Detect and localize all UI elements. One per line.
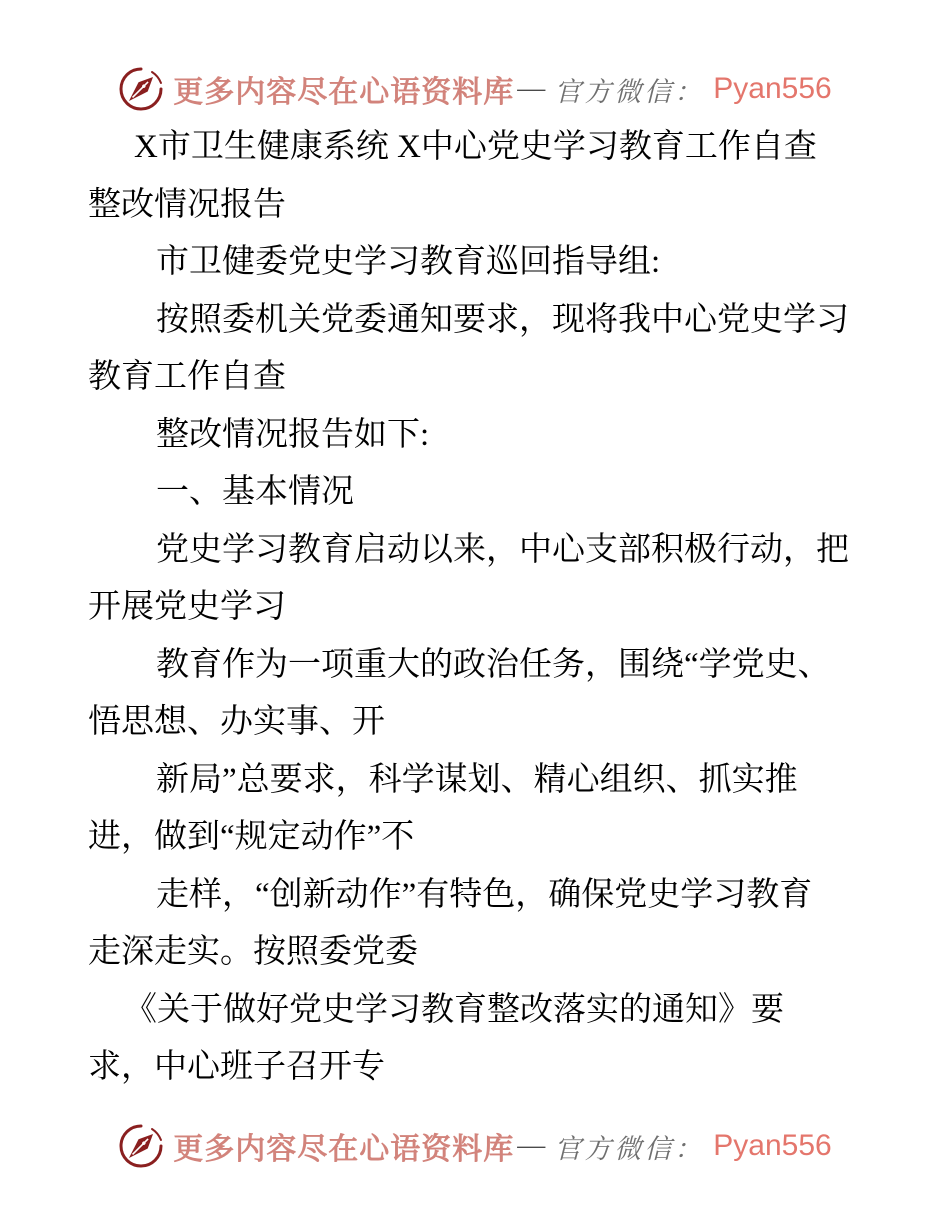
text-line: 新局”总要求，科学谋划、精心组织、抓实推: [156, 761, 798, 798]
text-line: X市卫生健康系统 X中心党史学习教育工作自查: [134, 129, 817, 165]
text-line: 走深走实。按照委党委: [88, 934, 418, 970]
brand-tagline: 更多内容尽在心语资料库: [173, 1133, 515, 1166]
text-line: 走样，“创新动作”有特色，确保党史学习教育: [156, 876, 813, 913]
text-line: 进，做到“规定动作”不: [88, 819, 415, 855]
brand-separator: —: [517, 73, 546, 104]
wechat-id: Pyan556: [713, 72, 832, 105]
pen-swirl-logo-icon: [118, 66, 164, 112]
text-line: 教育工作自查: [88, 359, 286, 395]
text-line: 开展党史学习: [88, 589, 286, 625]
document-text: [88, 119, 878, 1097]
wechat-label: 官方微信：: [554, 1133, 705, 1164]
text-line: 整改情况报告如下:: [156, 416, 430, 453]
text-line: 《关于做好党史学习教育整改落实的通知》要: [124, 991, 784, 1028]
header-branding: [0, 66, 950, 112]
footer-branding: [0, 1123, 950, 1169]
brand-tagline: 更多内容尽在心语资料库: [173, 76, 515, 109]
text-line: 市卫健委党史学习教育巡回指导组:: [156, 244, 661, 280]
text-line: 党史学习教育启动以来，中心支部积极行动，把: [156, 531, 849, 568]
text-line: 一、基本情况: [156, 474, 354, 510]
text-line: 教育作为一项重大的政治任务，围绕“学党史、: [156, 646, 831, 683]
text-line: 悟思想、办实事、开: [88, 704, 385, 740]
wechat-id: Pyan556: [713, 1129, 832, 1162]
text-line: 按照委机关党委通知要求，现将我中心党史学习: [156, 301, 849, 338]
pen-swirl-logo-icon: [118, 1123, 164, 1169]
text-line: 求，中心班子召开专: [88, 1049, 385, 1085]
wechat-label: 官方微信：: [554, 76, 705, 107]
brand-separator: —: [517, 1130, 546, 1161]
text-line: 整改情况报告: [88, 186, 286, 223]
